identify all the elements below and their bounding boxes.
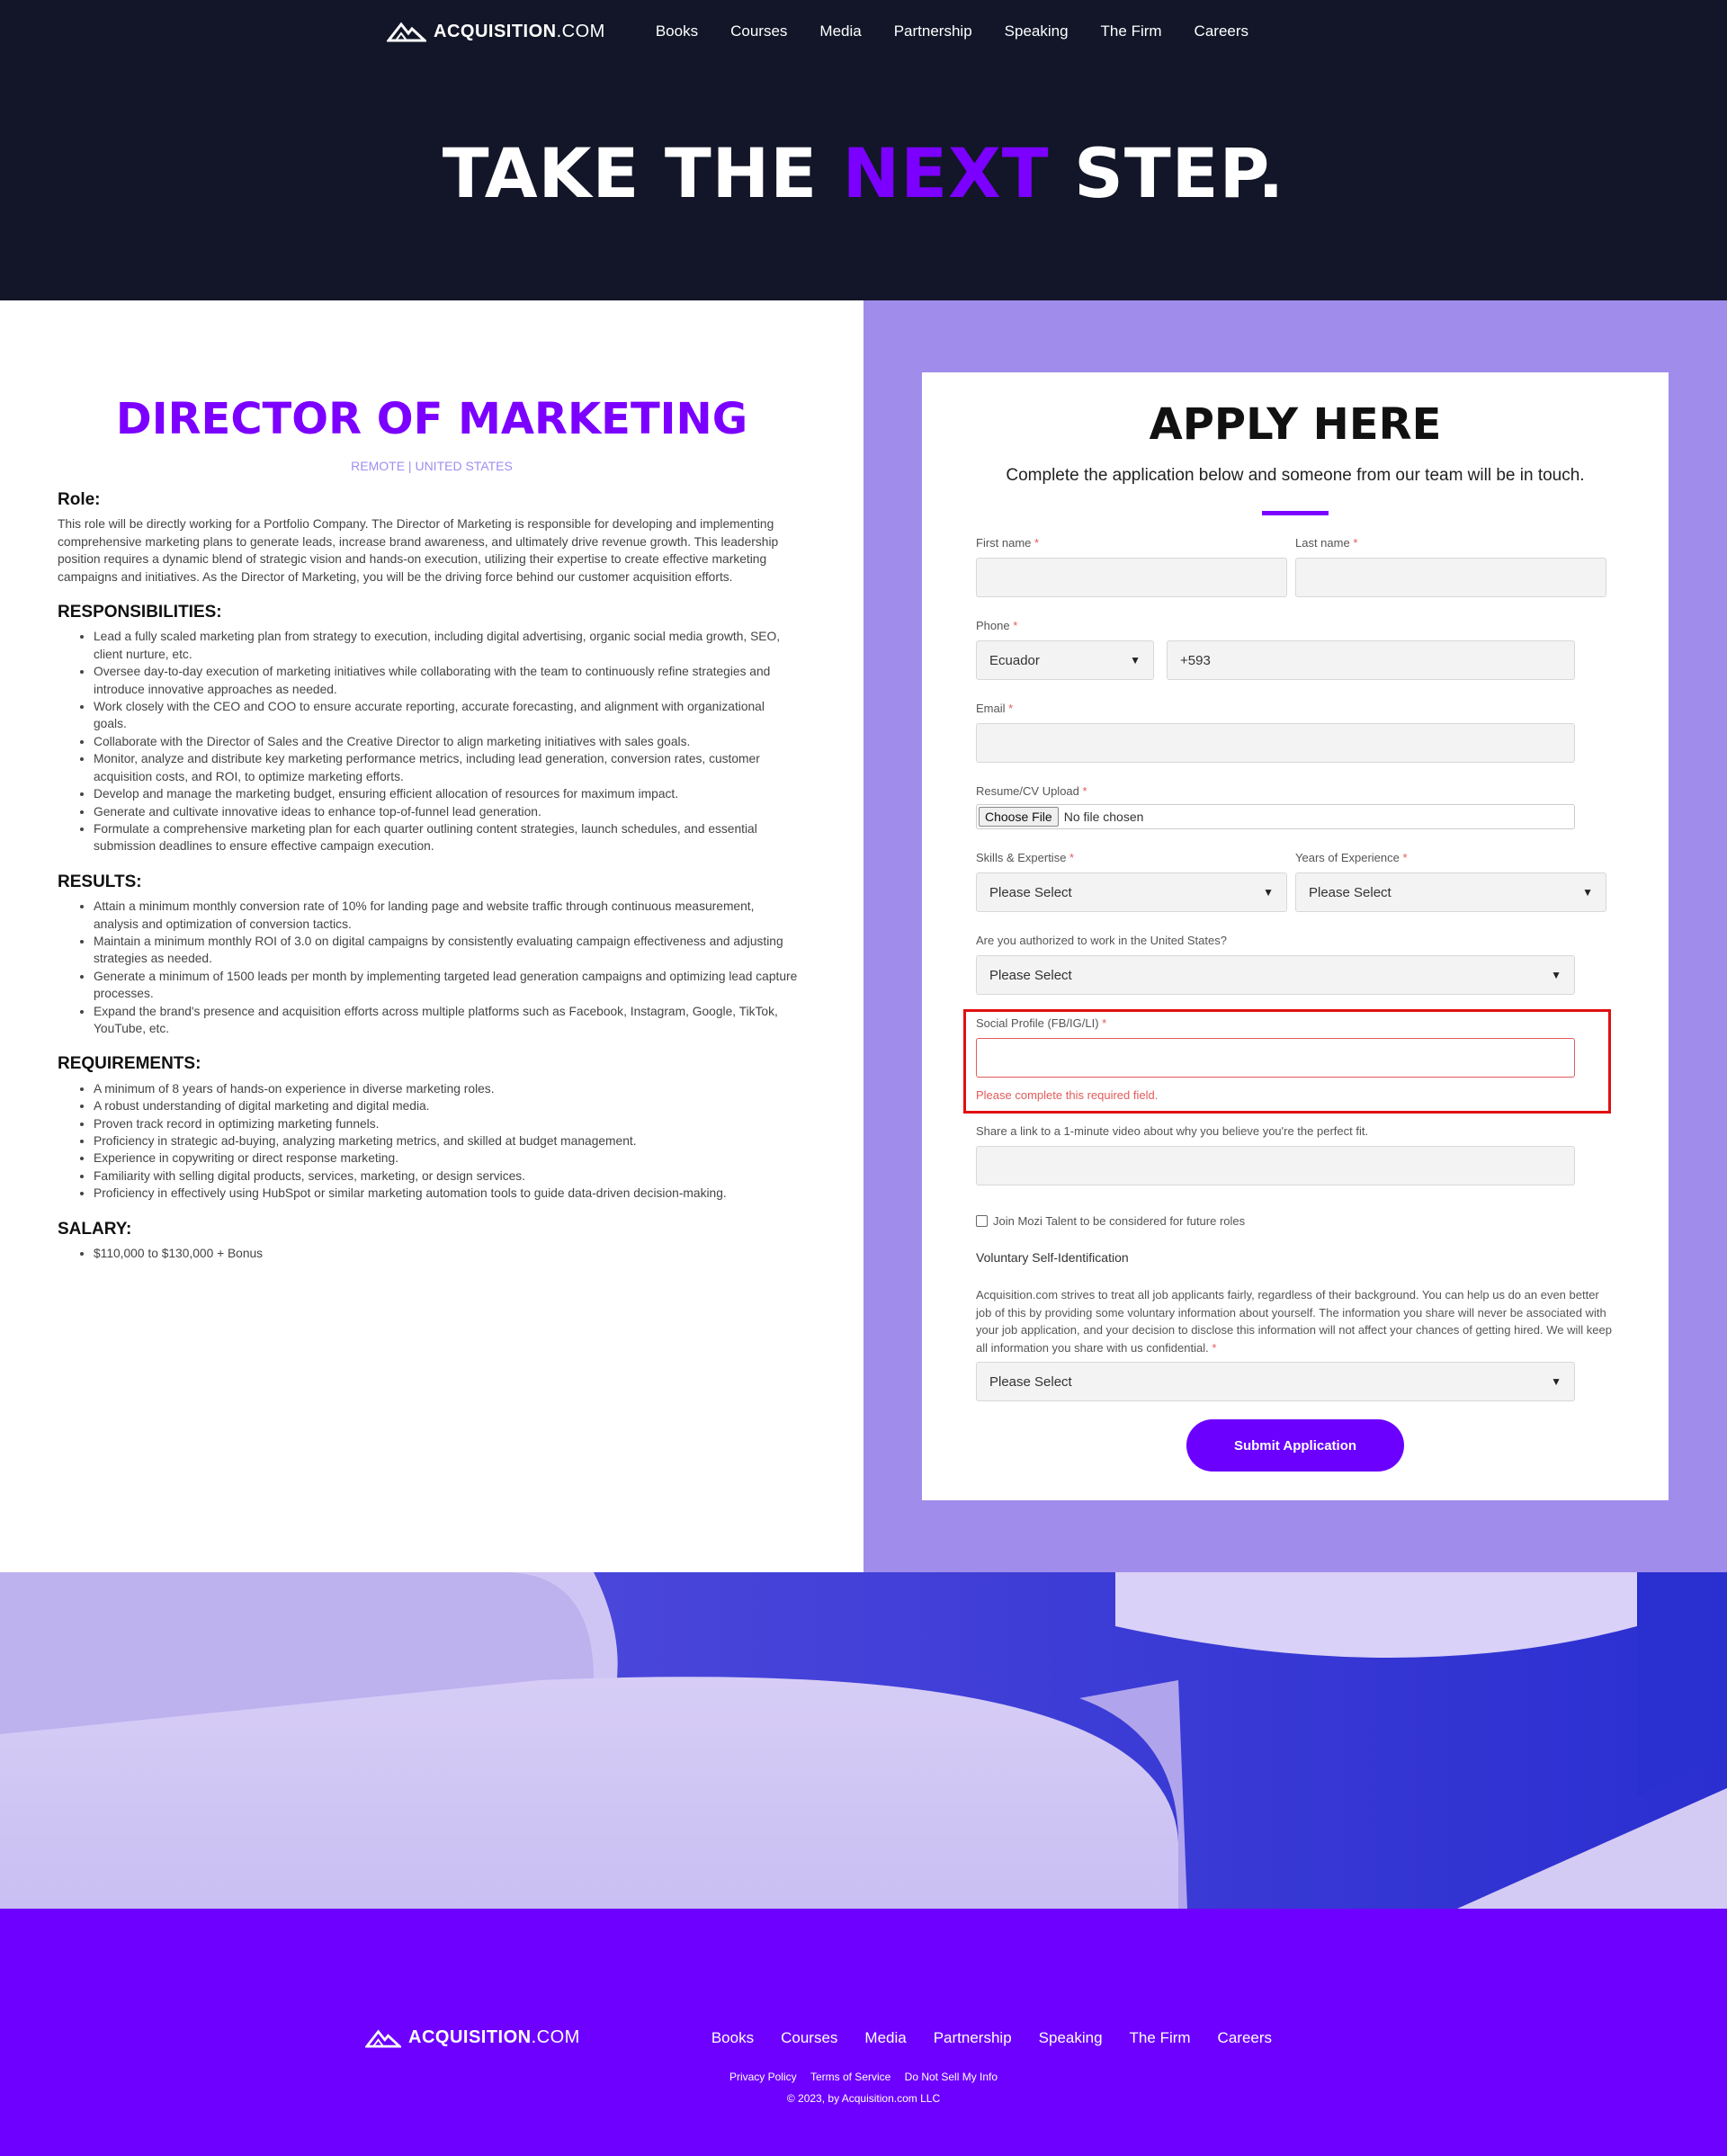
list-item: • $110,000 to $130,000 + Bonus (94, 1245, 801, 1262)
responsibilities-list (94, 628, 801, 854)
list-item: • Lead a fully scaled marketing plan from strategy to execution, including digital advertising, organic social media growth, SEO, client nurture, etc. (94, 628, 801, 663)
brand-name: ACQUISITION (408, 2027, 532, 2047)
salary-list (94, 1245, 801, 1262)
chevron-down-icon: ▼ (1551, 1375, 1561, 1388)
list-item: • Oversee day-to-day execution of marketing initiatives while collaborating with the team to continuously refine strategies and introduce innovative approaches as needed. (94, 663, 801, 698)
social-error-message: Please complete this required field. (976, 1088, 1159, 1102)
resume-label: Resume/CV Upload * (976, 784, 1087, 798)
list-item: • Generate a minimum of 1500 leads per month by implementing targeted lead generation campaigns and optimizing lead capture processes. (94, 968, 801, 1003)
phone-value: +593 (1180, 652, 1211, 668)
job-location: REMOTE | UNITED STATES (351, 459, 513, 473)
footer-nav-partnership[interactable]: Partnership (933, 2028, 1012, 2046)
footer-nav-books[interactable]: Books (711, 2028, 755, 2046)
abstract-shapes-graphic (0, 1572, 1727, 1909)
skills-label: Skills & Expertise * (976, 851, 1075, 864)
brand-logo[interactable] (387, 21, 605, 42)
mozi-label: Join Mozi Talent to be considered for future roles (993, 1214, 1246, 1228)
years-value: Please Select (1309, 884, 1391, 900)
responsibilities-heading: RESPONSIBILITIES: (58, 603, 222, 622)
list-item: • Experience in copywriting or direct response marketing. (94, 1150, 801, 1167)
social-label: Social Profile (FB/IG/LI) * (976, 1016, 1107, 1030)
chevron-down-icon: ▼ (1263, 886, 1274, 899)
chevron-down-icon: ▼ (1582, 886, 1593, 899)
list-item: • Proficiency in strategic ad-buying, analyzing marketing metrics, and skilled at budget management. (94, 1132, 801, 1150)
list-item: • Monitor, analyze and distribute key marketing performance metrics, including lead generation, conversion rates, customer acquisition costs, and ROI, to optimize marketing efforts. (94, 750, 801, 785)
nav-speaking[interactable]: Speaking (1004, 22, 1069, 40)
brand-suffix: .COM (556, 21, 605, 41)
application-form (922, 372, 1669, 1500)
last-name-label: Last name * (1295, 536, 1358, 550)
mountain-logo-icon (365, 2028, 401, 2048)
video-link-input[interactable] (976, 1146, 1575, 1185)
years-select[interactable] (1295, 872, 1606, 912)
brand-suffix: .COM (531, 2027, 580, 2047)
job-description (0, 300, 864, 1572)
voluntary-value: Please Select (989, 1373, 1072, 1390)
list-item: • A minimum of 8 years of hands-on experience in diverse marketing roles. (94, 1080, 801, 1097)
site-footer (0, 1909, 1727, 2156)
voluntary-text: Acquisition.com strives to treat all job applicants fairly, regardless of their background. You can help us do an even better job of this by providing some voluntary information about yourself. The information you share will never be associated with your job application, and your decision to disclose this information will not affect your chances of getting hired. We will keep all information you share with us confidential. * (976, 1288, 1612, 1355)
last-name-input[interactable] (1295, 558, 1606, 597)
decorative-banner (0, 1572, 1727, 1909)
file-status: No file chosen (1063, 810, 1144, 824)
first-name-input[interactable] (976, 558, 1287, 597)
nav-books[interactable]: Books (655, 22, 699, 40)
footer-logo[interactable] (365, 2027, 580, 2048)
hero-title (0, 133, 1727, 213)
phone-country-value: Ecuador (989, 652, 1040, 668)
requirements-list (94, 1080, 801, 1203)
footer-links (711, 2029, 1299, 2047)
salary-heading: SALARY: (58, 1219, 132, 1239)
choose-file-button[interactable]: Choose File (979, 807, 1059, 827)
apply-title: APPLY HERE (1149, 399, 1442, 450)
phone-country-select[interactable] (976, 640, 1154, 680)
phone-input[interactable] (1167, 640, 1575, 680)
privacy-policy-link[interactable]: Privacy Policy (729, 2071, 797, 2083)
job-title: DIRECTOR OF MARKETING (115, 394, 748, 444)
hero-post: STEP. (1049, 133, 1285, 213)
nav-courses[interactable]: Courses (730, 22, 788, 40)
nav-careers[interactable]: Careers (1194, 22, 1249, 40)
years-label: Years of Experience * (1295, 851, 1408, 864)
footer-nav-careers[interactable]: Careers (1217, 2028, 1273, 2046)
video-label: Share a link to a 1-minute video about why you believe you're the perfect fit. (976, 1124, 1369, 1138)
job-body (58, 491, 801, 1280)
authorized-value: Please Select (989, 967, 1072, 983)
resume-upload (976, 804, 1575, 829)
authorized-select[interactable] (976, 955, 1575, 995)
nav-partnership[interactable]: Partnership (893, 22, 972, 40)
skills-select[interactable] (976, 872, 1287, 912)
role-heading: Role: (58, 490, 101, 509)
voluntary-heading: Voluntary Self-Identification (976, 1250, 1129, 1265)
title-divider (1262, 511, 1329, 515)
list-item: • A robust understanding of digital marketing and digital media. (94, 1097, 801, 1114)
phone-label: Phone * (976, 619, 1018, 632)
nav-links (656, 22, 1281, 40)
brand-name: ACQUISITION (434, 21, 557, 41)
email-input[interactable] (976, 723, 1575, 763)
list-item: • Work closely with the CEO and COO to ensure accurate reporting, accurate forecasting, and alignment with organizational goals. (94, 698, 801, 733)
list-item: • Formulate a comprehensive marketing plan for each quarter outlining content strategies, launch schedules, and essential submission deadlines to ensure effective campaign execution. (94, 820, 801, 855)
do-not-sell-link[interactable]: Do Not Sell My Info (904, 2071, 998, 2083)
list-item: • Attain a minimum monthly conversion rate of 10% for landing page and website traffic through continuous measurement, analysis and optimization of conversion tactics. (94, 898, 801, 933)
authorized-label: Are you authorized to work in the United States? (976, 934, 1227, 947)
apply-subtitle: Complete the application below and someone from our team will be in touch. (1006, 466, 1585, 485)
mozi-checkbox-row[interactable] (976, 1214, 1245, 1228)
site-header (0, 0, 1727, 300)
list-item: • Maintain a minimum monthly ROI of 3.0 on digital campaigns by consistently evaluating campaign effectiveness and adjusting strategies as needed. (94, 933, 801, 968)
submit-application-button[interactable]: Submit Application (1186, 1419, 1404, 1472)
results-heading: RESULTS: (58, 872, 142, 891)
list-item: • Proficiency in effectively using HubSpot or similar marketing automation tools to guide data-driven decision-making. (94, 1185, 801, 1202)
results-list (94, 898, 801, 1037)
nav-media[interactable]: Media (819, 22, 862, 40)
top-nav (387, 18, 1281, 45)
list-item: • Familiarity with selling digital products, services, marketing, or design services. (94, 1167, 801, 1185)
list-item: • Proven track record in optimizing marketing funnels. (94, 1115, 801, 1132)
chevron-down-icon: ▼ (1551, 969, 1561, 981)
list-item: • Expand the brand's presence and acquisition efforts across multiple platforms such as Facebook, Instagram, Google, TikTok, YouTube, etc. (94, 1003, 801, 1038)
footer-nav-the-firm[interactable]: The Firm (1129, 2028, 1191, 2046)
voluntary-select[interactable] (976, 1362, 1575, 1401)
nav-the-firm[interactable]: The Firm (1100, 22, 1162, 40)
list-item: • Develop and manage the marketing budget, ensuring efficient allocation of resources for maximum impact. (94, 785, 801, 802)
skills-value: Please Select (989, 884, 1072, 900)
copyright: © 2023, by Acquisition.com LLC (786, 2092, 941, 2105)
role-text: This role will be directly working for a Portfolio Company. The Director of Marketing is responsible for developing and implementing comprehensive marketing plans to generate leads, increase brand awareness, and ultimately drive revenue growth. This leadership position requires a dynamic blend of strategic vision and hands-on execution, utilizing their expertise to create effective marketing campaigns and initiatives. As the Director of Marketing, you will be the driving force behind our customer acquisition efforts. (58, 517, 779, 584)
terms-of-service-link[interactable]: Terms of Service (810, 2071, 891, 2083)
social-profile-input[interactable] (976, 1038, 1575, 1078)
hero-accent: NEXT (842, 133, 1050, 213)
hero-pre: TAKE THE (442, 133, 843, 213)
first-name-label: First name * (976, 536, 1040, 550)
email-label: Email * (976, 702, 1014, 715)
list-item: • Generate and cultivate innovative ideas to enhance top-of-funnel lead generation. (94, 803, 801, 820)
footer-nav-speaking[interactable]: Speaking (1038, 2028, 1103, 2046)
footer-nav (365, 2027, 1299, 2048)
legal-links (0, 2071, 1727, 2083)
footer-nav-courses[interactable]: Courses (781, 2028, 838, 2046)
chevron-down-icon: ▼ (1130, 654, 1141, 666)
list-item: • Collaborate with the Director of Sales and the Creative Director to align marketing initiatives with sales goals. (94, 733, 801, 750)
mozi-checkbox[interactable] (976, 1215, 988, 1227)
footer-nav-media[interactable]: Media (864, 2028, 907, 2046)
requirements-heading: REQUIREMENTS: (58, 1054, 201, 1074)
mountain-logo-icon (387, 21, 426, 42)
